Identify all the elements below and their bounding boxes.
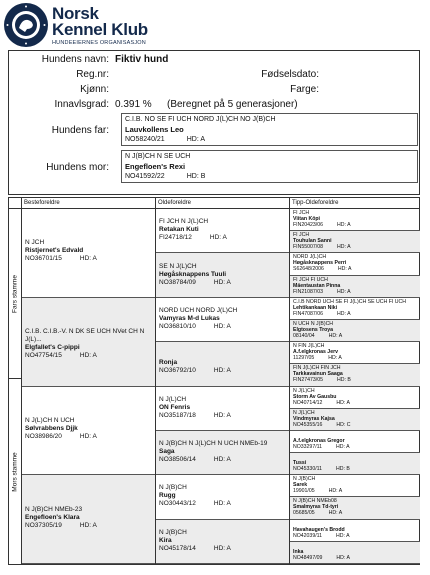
dog-reg-line: [293, 244, 417, 250]
dog-titles: FI JCH: [293, 210, 310, 216]
dog-titles: N J(B)CH: [293, 476, 316, 483]
sex-label: Kjønn:: [80, 84, 109, 95]
dog-info-panel: [8, 50, 420, 195]
col-header-grandparents: Besteforeldre: [21, 198, 155, 209]
dog-reg-line: [293, 266, 417, 272]
great-grandparent-cell[interactable]: [156, 520, 289, 564]
father-hd: HD: A: [186, 136, 205, 143]
dog-name: Viitan Köpi: [293, 216, 320, 222]
col-header-greatgrandparents: Oldeforeldre: [155, 198, 289, 209]
dog-titles: N JCH: [25, 239, 45, 247]
dog-titles: FI JCH N J(L)CH: [159, 218, 209, 226]
dog-hd: HD: A: [79, 255, 97, 263]
dog-titles: C.I.B. C.I.B.-V. N DK SE UCH NVet CH N J(L)...: [25, 328, 145, 344]
mother-name: Engefloen's Rexi: [125, 162, 186, 171]
org-line-2: Kennel Klub: [52, 20, 148, 39]
dog-reg-line: [293, 444, 417, 450]
great-great-grandparent-cell[interactable]: [290, 298, 420, 320]
col-header-side: [9, 198, 21, 209]
great-great-grandparent-cell[interactable]: [290, 497, 420, 519]
dog-name: Storm Av Gausbu: [293, 393, 337, 400]
dog-reg: FIN47087/06: [293, 310, 323, 317]
great-great-grandparent-cell[interactable]: [290, 387, 420, 409]
dog-reg: NO48497/09: [293, 554, 323, 561]
dog-titles: N J(L)CH N UCH: [25, 416, 75, 424]
dog-reg: FIN20423/06: [293, 222, 323, 228]
great-great-grandparent-cell[interactable]: [290, 320, 420, 342]
dog-reg: NO30443/12: [159, 500, 196, 508]
dog-reg-line: [293, 510, 417, 516]
dog-name: A.f.elgkronas Gregor: [293, 437, 345, 444]
dog-name: Sarek: [293, 482, 308, 489]
great-grandparent-cell[interactable]: [156, 342, 289, 386]
dog-name: Saga: [159, 448, 175, 456]
grandparent-cell[interactable]: [22, 387, 155, 476]
dog-reg-line: [159, 456, 286, 464]
pedigree-grid: [8, 197, 420, 565]
dog-hd: HD: A: [79, 521, 97, 529]
dog-name: Elgtosens Troya: [293, 326, 334, 333]
dog-hd: HD: A: [213, 544, 231, 552]
dog-name: Retakan Kuti: [159, 226, 199, 234]
dog-titles: NORD J(L)CH: [293, 254, 327, 261]
dog-reg-line: [293, 311, 417, 317]
dog-hd: HD: A: [336, 443, 350, 450]
dog-reg: FI24718/12: [159, 234, 192, 242]
dog-reg: NO36792/10: [159, 367, 196, 375]
name-label: Hundens navn:: [41, 54, 109, 65]
dog-hd: HD: A: [328, 355, 342, 362]
dog-reg: NO38506/14: [159, 456, 196, 464]
great-great-grandparent-cell[interactable]: [290, 231, 420, 253]
father-name: Lauvkollens Leo: [125, 125, 184, 134]
dog-hd: HD: A: [328, 488, 343, 495]
dog-hd: HD: A: [336, 554, 350, 561]
col-header-gggparents: Tipp-Oldeforeldre: [289, 198, 419, 209]
dog-name: Ronja: [159, 359, 178, 367]
great-great-grandparent-cell[interactable]: [290, 475, 420, 497]
dog-hd: HD: C: [336, 421, 351, 428]
dog-reg: 08140/04: [293, 332, 315, 339]
dog-name: Smalmyras Td-tyri: [293, 504, 339, 511]
dog-name: Rugg: [159, 492, 176, 500]
birth-label: Fødselsdato:: [261, 69, 319, 80]
dog-hd: HD: A: [213, 367, 231, 375]
dog-name: Sølvrabbens Djjk: [25, 424, 78, 432]
dog-hd: HD: A: [328, 510, 343, 517]
dog-name: ON Fenris: [159, 403, 191, 411]
great-great-grandparent-cell[interactable]: [290, 542, 420, 564]
dog-reg-line: [293, 555, 417, 561]
great-great-grandparent-cell[interactable]: [290, 276, 420, 298]
dog-name: Mäentaustan Pinna: [293, 282, 341, 289]
father-titles: C.I.B. NO SE FI UCH NORD J(L)CH NO J(B)CH: [125, 116, 276, 123]
dog-reg-line: [159, 279, 286, 287]
dog-titles: N J(L)CH: [159, 395, 187, 403]
dog-hd: HD: A: [79, 432, 97, 440]
dog-name: Elgfallet's C-pippi: [25, 344, 80, 352]
dog-name: Tussi: [293, 460, 307, 467]
dog-reg-line: [159, 323, 286, 331]
nkk-logo-icon: [3, 2, 49, 48]
dog-reg-line: [293, 222, 417, 228]
dog-titles: FIN J(L)CH FIN JCH: [293, 365, 341, 372]
grandparent-cell[interactable]: [22, 475, 155, 564]
dog-hd: HD: A: [337, 222, 351, 228]
dog-hd: HD: A: [337, 310, 351, 317]
org-subtitle: HUNDEEIERNES ORGANISASJON: [52, 40, 146, 46]
dog-name: Engefloen's Klara: [25, 513, 80, 521]
side-mother-text: Mors stamme: [11, 452, 19, 492]
side-label-father: [9, 209, 21, 379]
dog-reg-line: [293, 377, 417, 383]
dog-titles: [159, 351, 286, 359]
dog-reg: NO35187/18: [159, 411, 196, 419]
dog-name: Høgåsknappens Perri: [293, 260, 347, 267]
dog-name: A.f.elgkronas Jerv: [293, 349, 338, 356]
mother-box[interactable]: [121, 150, 418, 183]
dog-reg-line: [159, 367, 286, 375]
dog-hd: HD: A: [337, 266, 352, 273]
dog-reg-line: [293, 333, 417, 339]
dog-reg-line: [25, 522, 152, 530]
dog-reg-line: [159, 500, 286, 508]
side-label-mother: [9, 379, 21, 565]
dog-name: Havahaugen's Brodd: [293, 526, 345, 533]
dog-hd: HD: A: [337, 288, 351, 295]
dog-titles: FI JCH: [293, 232, 310, 239]
dog-reg: NO45355/16: [293, 421, 323, 428]
side-father-text: Fars stamme: [11, 274, 19, 313]
dog-name: Vindmyras Kajsa: [293, 415, 335, 422]
dog-hd: HD: A: [213, 500, 231, 508]
dog-titles: N FIN J(L)CH: [293, 343, 325, 350]
dog-hd: HD: A: [328, 332, 343, 339]
dog-name: Ristjernet's Edvald: [25, 247, 84, 255]
dog-hd: HD: A: [213, 411, 231, 419]
dog-titles: N J(B)CH: [159, 528, 187, 536]
dog-reg-line: [293, 466, 417, 472]
great-great-grandparent-cell[interactable]: [290, 364, 420, 386]
dog-titles: N J(L)CH: [293, 409, 315, 416]
great-great-grandparent-cell[interactable]: [290, 453, 420, 475]
dog-reg: 05685/05: [293, 510, 315, 517]
dog-reg-line: [293, 400, 417, 406]
dog-name: Kira: [159, 536, 172, 544]
father-reg: NO58240/21: [125, 136, 165, 143]
dog-name: Fiktiv hund: [115, 54, 169, 65]
dog-name: Lehtikankaan Niki: [293, 304, 338, 311]
dog-reg-line: [293, 422, 417, 428]
dog-reg-line: [159, 412, 286, 420]
header: [0, 0, 430, 50]
dog-hd: HD: B: [337, 377, 351, 384]
dog-reg: NO37305/19: [25, 521, 62, 529]
dog-reg: NO36701/15: [25, 255, 62, 263]
dog-hd: HD: B: [336, 466, 350, 473]
dog-reg-line: [293, 289, 417, 295]
great-great-grandparent-cell[interactable]: [290, 209, 420, 231]
inbreeding-note: (Beregnet på 5 generasjoner): [167, 99, 298, 110]
grandparent-cell[interactable]: [22, 209, 155, 298]
mother-label: Hundens mor:: [46, 162, 109, 173]
dog-reg: 19901/05: [293, 488, 315, 495]
father-label: Hundens far:: [51, 125, 109, 136]
org-line-1: Norsk: [52, 4, 99, 23]
dog-hd: HD: A: [337, 244, 351, 251]
dog-titles: FI JCH FI UCH: [293, 276, 328, 283]
dog-titles: C.I.B NORD UCH SE FI J(L)CH SE UCH FI UCH: [293, 298, 406, 305]
reg-label: Reg.nr:: [76, 69, 109, 80]
dog-hd: HD: A: [336, 399, 350, 406]
great-grandparent-cell[interactable]: [156, 298, 289, 342]
dog-hd: HD: A: [213, 278, 231, 286]
dog-name: Vamyras M-d Lukas: [159, 314, 220, 322]
dog-titles: SE N J(L)CH: [159, 262, 197, 270]
great-grandparent-cell[interactable]: [156, 253, 289, 297]
mother-titles: N J(B)CH N SE UCH: [125, 153, 191, 160]
color-label: Farge:: [290, 84, 319, 95]
grandparent-cell[interactable]: [22, 298, 155, 387]
great-grandparent-cell[interactable]: [156, 475, 289, 519]
inbreeding-value: 0.391 %: [115, 99, 152, 110]
dog-titles: N J(L)CH: [293, 387, 315, 394]
great-grandparent-cell[interactable]: [156, 209, 289, 253]
dog-titles: N J(B)CH: [159, 484, 187, 492]
great-grandparent-cell[interactable]: [156, 387, 289, 431]
dog-reg: NO45178/14: [159, 544, 196, 552]
dog-titles: N J(B)CH N J(L)CH N UCH NMEb-19: [159, 440, 268, 448]
mother-hd: HD: B: [186, 173, 206, 180]
great-great-grandparent-cell[interactable]: [290, 409, 420, 431]
dog-reg: NO38986/20: [25, 432, 62, 440]
dog-reg: S62648/2006: [293, 266, 324, 273]
dog-reg-line: [25, 352, 152, 360]
great-great-grandparent-cell[interactable]: [290, 342, 420, 364]
great-grandparent-cell[interactable]: [156, 431, 289, 475]
dog-reg: NO36810/10: [159, 322, 196, 330]
dog-hd: HD: A: [213, 456, 231, 464]
dog-reg-line: [159, 545, 286, 553]
dog-reg-line: [25, 255, 152, 263]
great-great-grandparent-cell[interactable]: [290, 253, 420, 275]
dog-titles: NORD UCH NORD J(L)CH: [159, 306, 238, 314]
mother-reg: NO41592/22: [125, 173, 165, 180]
dog-reg-line: [25, 433, 152, 441]
dog-titles: N J(B)CH NMEb-23: [25, 505, 83, 513]
dog-hd: HD: A: [336, 532, 350, 539]
dog-reg: NO45330/11: [293, 466, 323, 473]
great-great-grandparent-cell[interactable]: [290, 431, 420, 453]
dog-reg: NO33297/11: [293, 443, 323, 450]
org-name: [52, 6, 148, 46]
dog-titles: N J(B)CH NMEb08: [293, 498, 337, 505]
dog-reg: NO38784/09: [159, 278, 196, 286]
dog-name: Touhulan Sanni: [293, 238, 332, 245]
dog-name: Høgåsknappens Tuuli: [159, 270, 227, 278]
dog-reg: NO47754/15: [25, 352, 62, 360]
father-box[interactable]: [121, 113, 418, 146]
dog-reg: FIN55007/08: [293, 244, 323, 251]
dog-reg-line: [293, 355, 417, 361]
dog-reg-line: [293, 533, 417, 539]
dog-hd: HD: A: [79, 352, 97, 360]
great-great-grandparent-cell[interactable]: [290, 520, 420, 542]
dog-reg-line: [293, 488, 417, 494]
dog-titles: N UCH N J(B)CH: [293, 320, 334, 327]
dog-reg: NO40714/12: [293, 399, 323, 406]
dog-hd: HD: A: [209, 234, 227, 242]
dog-name: Inka: [293, 548, 304, 555]
inbreeding-label: Innavlsgrad:: [54, 99, 109, 110]
dog-hd: HD: A: [213, 322, 231, 330]
dog-reg-line: [159, 234, 286, 242]
dog-name: Tarkkavainun Saaga: [293, 371, 343, 378]
dog-reg: FIN27473/05: [293, 377, 323, 384]
dog-reg: FIN21087/03: [293, 288, 323, 295]
dog-reg: 11297/05: [293, 355, 315, 362]
dog-reg: NO42039/11: [293, 532, 323, 539]
